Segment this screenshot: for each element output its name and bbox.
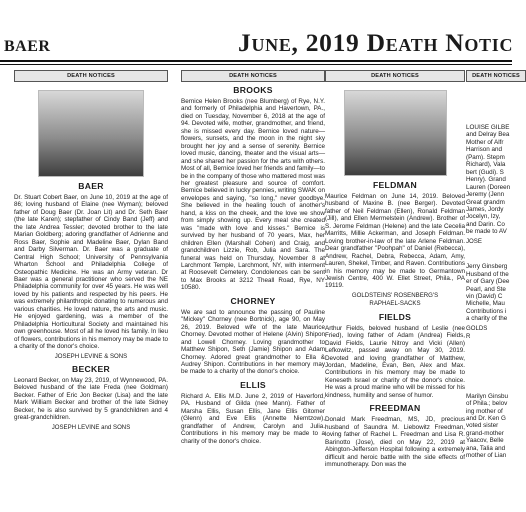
notice-name-fields: FIELDS bbox=[378, 311, 412, 322]
cropped-line: and Dr. Ken G bbox=[466, 415, 506, 422]
notice-signature-becker: JOSEPH LEVINE and SONS bbox=[51, 423, 131, 431]
notice-text-freedman: Donald Mark Freedman, MS, JD, precious husband of Saundra M. Liebowitz Freedman, loving father of Rachel L. Freedman and Lisa R. Barinotto (Jose), died on May 22, 2019 at Abington-Jefferson Hospital following a extremely difficult and heroic battle with the side effects of immunotherapy. Don was the bbox=[325, 416, 465, 468]
cropped-line: Lauren (Doreen bbox=[466, 183, 511, 191]
notice-name-ellis: ELLIS bbox=[240, 379, 266, 390]
notice-name-brooks: BROOKS bbox=[233, 85, 273, 95]
notice-name-becker: BECKER bbox=[71, 363, 111, 374]
cropped-line: of Phila.; belov bbox=[466, 400, 508, 408]
spacer bbox=[466, 249, 526, 263]
cropped-line: Contributions i bbox=[466, 307, 507, 315]
cropped-line: mother of Lian bbox=[466, 452, 507, 460]
cropped-line: Yaacov, Belle bbox=[466, 437, 504, 445]
notice-name-feldman: FELDMAN bbox=[372, 180, 418, 190]
notice-signature-gilbert-cropped: JOSE bbox=[466, 237, 482, 245]
notice-signature-feldman-2: RAPHAEL-SACKS bbox=[369, 300, 421, 308]
column-3 bbox=[325, 70, 465, 512]
portrait-baer bbox=[38, 90, 144, 177]
masthead-surname: BAER bbox=[4, 38, 51, 55]
notice-signature-ginsberg-2-cropped: R bbox=[466, 333, 471, 341]
cropped-line: Husband of the bbox=[466, 270, 509, 278]
column-2 bbox=[181, 70, 325, 512]
cropped-line: Harrison and bbox=[466, 146, 503, 154]
section-label: DEATH NOTICES bbox=[325, 70, 465, 82]
cropped-line: be made to AV bbox=[466, 228, 507, 236]
notice-signature-baer: JOSEPH LEVINE & SONS bbox=[54, 352, 128, 360]
cropped-line: Mother of Alfr bbox=[466, 138, 504, 146]
cropped-line: and Delray Bea bbox=[466, 131, 510, 139]
masthead-title: June, 2019 Death Notic bbox=[238, 28, 514, 57]
cropped-line: Marilyn Ginsbu bbox=[466, 392, 508, 400]
notice-text-gilbert-cropped bbox=[466, 124, 526, 236]
column-4 bbox=[466, 70, 526, 512]
cropped-line: Pearl, and Ste bbox=[466, 285, 506, 293]
masthead-rule-thick bbox=[0, 60, 512, 62]
cropped-line: vin (David) C bbox=[466, 293, 503, 301]
notice-text-baer: Dr. Stuart Cobert Baer, on June 10, 2019 at the age of 86; loving husband of Elaine (nee Wyman); beloved father of Doug Baer (Dr. Joan Lit) and Dr. Seth Baer (the late Karen); stepfather of Cindy Band (Jeff) and the late Andrea Tessler; devoted brother to the late Marian Goldberg; adoring grandfather of Adrienne and Ross Baer, Sophie and Madeline Baer, Dylan Band and Darby Silverman. Dr. Baer was a graduate of Central High School; University of Pennsylvania Wharton School and Philadelphia College of Osteopathic Medicine. He was an Army veteran. Dr Baer was a general practitioner who served the NE Philadelphia community for over 45 years. He was well loved by his patients and respected by his peers. He was extremely philanthropic donating to numerous and various charities. He loved nature, the arts and music. He enjoyed gardening, was a member of the Philadelphia Horticultural Society and maintained his own greenhouse. Most of all he loved his family. In lieu of flowers, contributions in his memory may be made to a charity of the donor's choice. bbox=[14, 194, 168, 351]
cropped-line: ing mother of bbox=[466, 407, 503, 415]
notice-text-ellis: Richard A. Ellis M.D. June 2, 2019 of Haverford, PA. Husband of Gilda (nee Mann). Father of Marsha Ellis, Susan Ellis, Jane Ellis Gitomer (Glenn) and Eve Ellis (Annette Niemtzow), grandfather of Andrew, Carolyn and Julia. Contributions in his memory may be made to a charity of the donor's choice. bbox=[181, 392, 325, 445]
notice-text-fields: Arthur Fields, beloved husband of Leslie (nee Fried), loving father of Adam (Andrea) Fields, David Fields, Laurie Nitroy and Vicki (Allen) Lefkowitz, passed away on May 30, 2019. Devoted and loving grandfather of Matthew, Jordan, Madeline, Evan, Ben, Alex and Max. Contributions in his memory may be made to Keneseth Israel or charity of the donor's choice. He was a proud marine who will be missed for his kindness, humility and sense of humor. bbox=[325, 324, 465, 399]
spacer bbox=[466, 82, 526, 124]
cropped-line: Jocelyn, Izy, bbox=[466, 213, 501, 221]
notice-text-ginsberg-jerry-cropped bbox=[466, 263, 526, 323]
cropped-line: Jerry Ginsberg bbox=[466, 263, 508, 271]
cropped-line: and Darin. Co bbox=[466, 220, 505, 228]
column-1 bbox=[14, 70, 168, 512]
cropped-line: Richard), Vala bbox=[466, 161, 506, 169]
notice-text-becker: Leonard Becker, on May 23, 2019, of Wynnewood, PA. Beloved husband of the late Freda (nee Goldman) Becker. Father of Eric Jon Becker (Lisa) and the late Mark William Becker and brother of the late Sidney Becker, he is also survived by 5 grandchildren and 4 great-grandchildren. bbox=[14, 376, 168, 422]
portrait-feldman bbox=[344, 90, 447, 176]
cropped-line: (Pam). Stepm bbox=[466, 153, 505, 161]
section-label: DEATH NOTICES bbox=[181, 70, 325, 82]
spacer bbox=[466, 345, 526, 393]
cropped-line: grand-mother bbox=[466, 429, 504, 437]
cropped-line: Jeremy (Jenn bbox=[466, 191, 505, 199]
notice-text-brooks: Bernice Helen Brooks (nee Blumberg) of Rye, N.Y. and formerly of Philadelphia and Havertown, PA., died on Tuesday, November 6, 2018 at the age of 94. Devoted wife, mother, grandmother, and friend, she is missed every day. Bernice loved nature—flowers, sunsets, and the moon in the night sky brought her joy and a sense of serenity. Bernice loved music, dancing, theater and the visual arts—and she shared her passion for the arts with others. Most of all, Bernice loved her friends and family—to be in the company of those who mattered most was her greatest pleasure and source of comfort. Bernice believed in lucky pennies, writing SWAK on envelopes and saying, "so long," never goodbye. She believed in the healing touch of another's hand, a kiss on the cheek, and the love we show from simply showing up. Every meal she created was "made with love and kisses." Bernice is survived by her husband of 70 years, Max, her children Ellen (Marshall Cohen) and Craig, and grandchildren Lizzie, Rob, Julia and Sara. The funeral was held on Thursday, November 8 at Larchmont Temple, Larchmont, NY, with interment at Roosevelt Cemetery. Condolences can be sent to Max Brooks at 3212 Theall Road, Rye, NY 10580. bbox=[181, 98, 325, 292]
notice-text-chorney: We are sad to announce the passing of Pauline "Mickey" Chorney (nee Bortnick), age 90, on May 26, 2019. Beloved wife of the late Maurice Chorney. Devoted mother of Helene (Alvin) Shipon and Lowell Chorney. Loving grandmother to Matthew Shipon, Seth (Jamie) Shipon and Adam Chorney. Adored great grandmother to Ella & Audrey Shipon. Contributions in her memory may be made to a charity of the donor's choice. bbox=[181, 308, 325, 376]
cropped-line: ana, Talia and bbox=[466, 444, 506, 452]
cropped-line: Michelle, Mau bbox=[466, 300, 505, 308]
cropped-line: er of Gary (Dee bbox=[466, 278, 510, 286]
notice-name-chorney: CHORNEY bbox=[230, 295, 276, 306]
cropped-line: Henry). Grand bbox=[466, 176, 506, 184]
notice-signature-ginsberg-1-cropped: GOLDS bbox=[466, 324, 488, 332]
cropped-line: James, Jordy bbox=[466, 205, 504, 213]
section-label: DEATH NOTICES bbox=[14, 70, 168, 82]
cropped-line: LOUISE GILBE bbox=[466, 124, 510, 131]
notice-signature-feldman-1: GOLDSTEINS' ROSENBERG'S bbox=[351, 291, 439, 299]
masthead-rule-thin bbox=[0, 64, 512, 65]
cropped-line: bert (Gudi). S bbox=[466, 168, 504, 176]
cropped-line: Great grandm bbox=[466, 198, 505, 206]
notice-text-feldman: Maurice Feldman on June 14, 2019. Beloved husband of Maxine B. (nee Berger). Devoted father of Neil Feldman (Ellen), Ronald Feldman (Jill), and Ellen Mermelstein (Andrew). Brother of S. Jerome Feldman (Helene) and the late Cecelia Marritts, Millie Ackerman, and Joseph Feldman. Loving brother-in-law of the late Arlene Feldman. Dear grandfather "Poohpah" of Daniel (Rebecca), Andrew, Rachel, Debra, Rebecca, Adam, Amy, Lauren, Shekel, Timber, and Raven. Contributions in his memory may be made to Germantown Jewish Centre, 400 W. Ellet Street, Phila., PA 19119. bbox=[325, 193, 465, 290]
cropped-line: voted sister bbox=[466, 422, 499, 430]
notice-name-baer: BAER bbox=[78, 181, 104, 191]
cropped-line: a charity of the bbox=[466, 315, 508, 323]
section-label: DEATH NOTICES bbox=[466, 70, 526, 82]
notice-text-ginsberg-marilyn-cropped bbox=[466, 393, 526, 460]
notice-name-freedman: FREEDMAN bbox=[369, 403, 421, 414]
